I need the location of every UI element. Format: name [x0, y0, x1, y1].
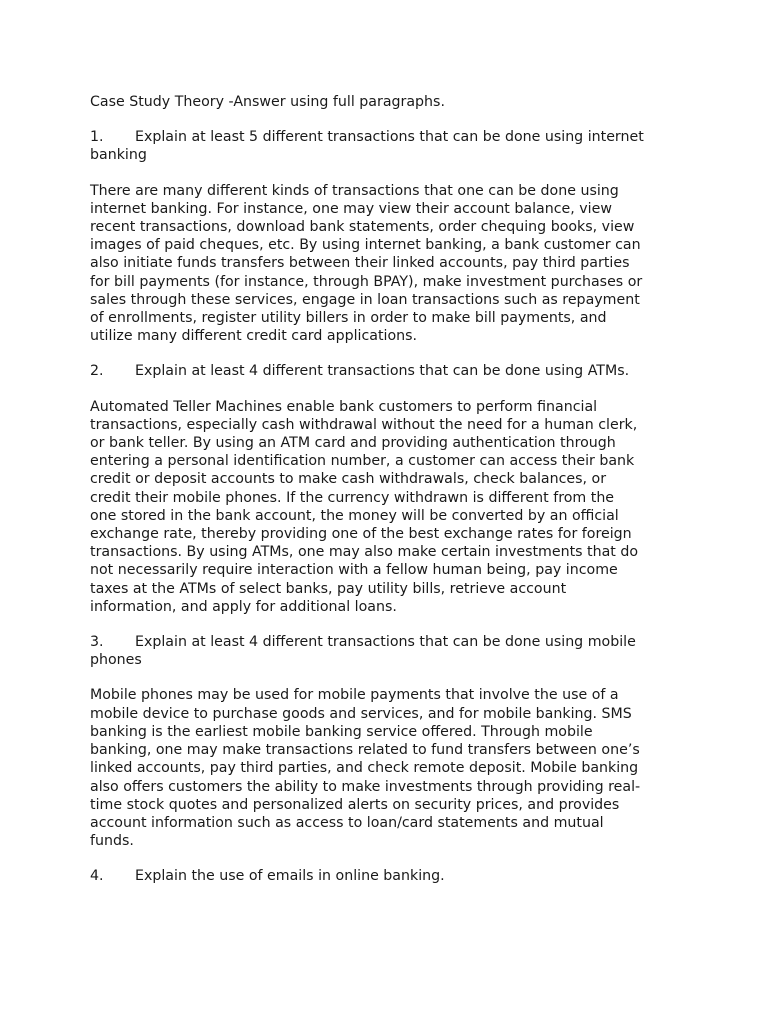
- question-4-number: 4.: [90, 868, 104, 885]
- answer-3-line-1: Mobile phones may be used for mobile payments that involve the use of a: [90, 687, 619, 704]
- answer-2-line-1: Automated Teller Machines enable bank customers to perform financial: [90, 398, 598, 415]
- question-1: [90, 128, 708, 164]
- answer-2-line-10: not necessarily require interaction with a fellow human being, pay income: [90, 562, 618, 579]
- document-title: Case Study Theory -Answer using full paragraphs.: [90, 94, 445, 110]
- answer-1-line-1: There are many different kinds of transactions that one can be done using: [90, 182, 619, 199]
- answer-3-line-9: funds.: [90, 833, 134, 850]
- answer-3: [90, 686, 708, 850]
- answer-3-line-3: banking is the earliest mobile banking service offered. Through mobile: [90, 723, 593, 740]
- question-1-line-1: [90, 128, 708, 146]
- answer-3-line-7: time stock quotes and personalized alerts on security prices, and provides: [90, 796, 620, 813]
- question-1-number: 1.: [90, 129, 104, 146]
- answer-1: [90, 182, 708, 346]
- question-2-text-line-1: Explain at least 4 different transactions that can be done using ATMs.: [135, 363, 630, 380]
- answer-3-line-2: mobile device to purchase goods and services, and for mobile banking. SMS: [90, 705, 632, 722]
- question-2-number: 2.: [90, 363, 104, 380]
- question-4: [90, 867, 708, 885]
- answer-1-line-4: images of paid cheques, etc. By using internet banking, a bank customer can: [90, 237, 641, 254]
- answer-2-line-2: transactions, especially cash withdrawal without the need for a human clerk,: [90, 416, 638, 433]
- answer-2-line-12: information, and apply for additional loans.: [90, 598, 397, 615]
- answer-2-line-6: credit their mobile phones. If the currency withdrawn is different from the: [90, 489, 615, 506]
- answer-1-line-3: recent transactions, download bank statements, order chequing books, view: [90, 219, 635, 236]
- answer-2: [90, 398, 708, 616]
- answer-2-line-9: transactions. By using ATMs, one may also make certain investments that do: [90, 544, 639, 561]
- question-3-number: 3.: [90, 634, 104, 651]
- answer-3-line-4: banking, one may make transactions related to fund transfers between one’s: [90, 742, 640, 759]
- answer-2-line-7: one stored in the bank account, the money will be converted by an official: [90, 507, 619, 524]
- question-3-text-line-2: phones: [90, 652, 142, 669]
- answer-1-line-7: sales through these services, engage in loan transactions such as repayment: [90, 291, 640, 308]
- question-4-text-line-1: Explain the use of emails in online banking.: [135, 868, 445, 885]
- answer-2-line-3: or bank teller. By using an ATM card and providing authentication through: [90, 435, 616, 452]
- answer-2-line-4: entering a personal identification number, a customer can access their bank: [90, 453, 635, 470]
- question-4-line-1: [90, 867, 708, 885]
- question-2-line-1: [90, 362, 708, 380]
- question-1-text-line-2: banking: [90, 147, 147, 164]
- answer-3-line-5: linked accounts, pay third parties, and check remote deposit. Mobile banking: [90, 760, 639, 777]
- answer-1-line-5: also initiate funds transfers between their linked accounts, pay third parties: [90, 255, 630, 272]
- answer-3-line-6: also offers customers the ability to make investments through providing real-: [90, 778, 641, 795]
- answer-1-line-8: of enrollments, register utility billers in order to make bill payments, and: [90, 310, 607, 327]
- question-3: [90, 633, 708, 669]
- answer-2-line-8: exchange rate, thereby providing one of the best exchange rates for foreign: [90, 526, 632, 543]
- question-3-text-line-1: Explain at least 4 different transactions that can be done using mobile: [135, 634, 636, 651]
- answer-1-line-6: for bill payments (for instance, through BPAY), make investment purchases or: [90, 273, 643, 290]
- answer-2-line-5: credit or deposit accounts to make cash withdrawals, check balances, or: [90, 471, 607, 488]
- question-2: [90, 362, 708, 380]
- answer-1-line-9: utilize many different credit card applications.: [90, 328, 418, 345]
- answer-3-line-8: account information such as access to loan/card statements and mutual: [90, 814, 604, 831]
- question-1-text-line-1: Explain at least 5 different transactions that can be done using internet: [135, 129, 644, 146]
- answer-1-line-2: internet banking. For instance, one may view their account balance, view: [90, 200, 612, 217]
- answer-2-line-11: taxes at the ATMs of select banks, pay utility bills, retrieve account: [90, 580, 567, 597]
- question-3-line-1: [90, 633, 708, 651]
